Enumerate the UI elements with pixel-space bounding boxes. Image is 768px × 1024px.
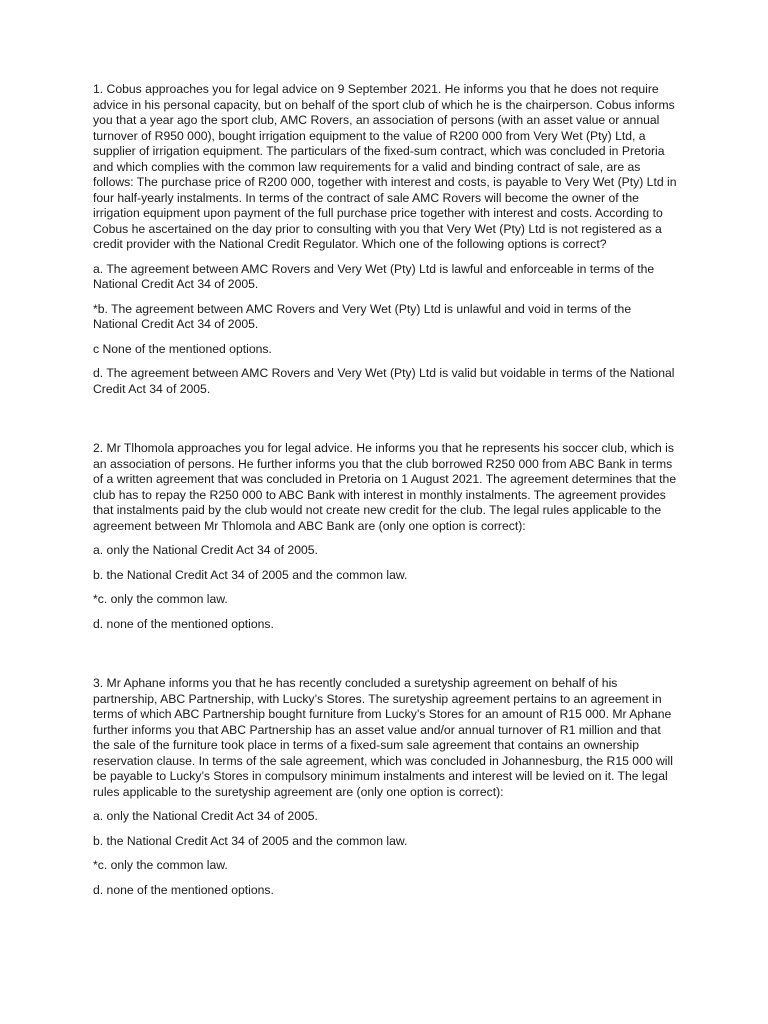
document-page: [93, 82, 678, 907]
question-1-option-c: c None of the mentioned options.: [93, 341, 272, 356]
question-3-option-a: a. only the National Credit Act 34 of 2005.: [93, 809, 318, 823]
question-1-option-b: *b. The agreement between AMC Rovers and Very Wet (Pty) Ltd is unlawful and void in terms of the National Credit Act 34 of 2005.: [93, 301, 632, 331]
question-2-stem: 2. Mr Tlhomola approaches you for legal advice. He informs you that he represents his soccer club, which is an association of persons. He further informs you that the club borrowed R250 000 from ABC Bank in terms of a written agreement that was concluded in Pretoria on 1 August 2021. The agreement determines that the club has to repay the R250 000 to ABC Bank with interest in monthly instalments. The agreement provides that instalments paid by the club would not create new credit for the club. The legal rules applicable to the agreement between Mr Thlomola and ABC Bank are (only one option is correct):: [93, 441, 677, 533]
question-3: [93, 676, 678, 898]
question-3-option-b: b. the National Credit Act 34 of 2005 and the common law.: [93, 833, 408, 848]
question-2-option-a: a. only the National Credit Act 34 of 2005.: [93, 543, 318, 557]
question-1-option-d: d. The agreement between AMC Rovers and Very Wet (Pty) Ltd is valid but voidable in terms of the National Credit Act 34 of 2005.: [93, 366, 675, 396]
question-3-option-d: d. none of the mentioned options.: [93, 882, 274, 897]
question-3-option-c: *c. only the common law.: [93, 858, 228, 872]
question-2-option-c: *c. only the common law.: [93, 592, 228, 606]
question-2: [93, 441, 678, 632]
question-2-option-b: b. the National Credit Act 34 of 2005 and the common law.: [93, 567, 408, 582]
question-1-stem: 1. Cobus approaches you for legal advice on 9 September 2021. He informs you that he does not require advice in his personal capacity, but on behalf of the sport club of which he is the chairperson. Cobus informs you that a year ago the sport club, AMC Rovers, an association of persons (with an asset value or annual turnover of R950 000), bought irrigation equipment to the value of R200 000 from Very Wet (Pty) Ltd, a supplier of irrigation equipment. The particulars of the fixed-sum contract, which was concluded in Pretoria and which complies with the common law requirements for a valid and binding contract of sale, are as follows: The purchase price of R200 000, together with interest and costs, is payable to Very Wet (Pty) Ltd in four half-yearly instalments. In terms of the contract of sale AMC Rovers will become the owner of the irrigation equipment upon payment of the full purchase price together with interest and costs. According to Cobus he ascertained on the day prior to consulting with you that Very Wet (Pty) Ltd is not registered as a credit provider with the National Credit Regulator. Which one of the following options is correct?: [93, 82, 677, 251]
question-2-option-d: d. none of the mentioned options.: [93, 616, 274, 631]
question-3-stem: 3. Mr Aphane informs you that he has recently concluded a suretyship agreement on behalf of his partnership, ABC Partnership, with Lucky’s Stores. The suretyship agreement pertains to an agreement in terms of which ABC Partnership bought furniture from Lucky’s Stores for an amount of R15 000. Mr Aphane further informs you that ABC Partnership has an asset value and/or annual turnover of R1 million and that the sale of the furniture took place in terms of a fixed-sum sale agreement that contains an ownership reservation clause. In terms of the sale agreement, which was concluded in Johannesburg, the R15 000 will be payable to Lucky’s Stores in compulsory minimum instalments and interest will be levied on it. The legal rules applicable to the suretyship agreement are (only one option is correct):: [93, 676, 673, 799]
question-1: [93, 82, 678, 397]
question-1-option-a: a. The agreement between AMC Rovers and Very Wet (Pty) Ltd is lawful and enforceable in terms of the National Credit Act 34 of 2005.: [93, 261, 655, 291]
